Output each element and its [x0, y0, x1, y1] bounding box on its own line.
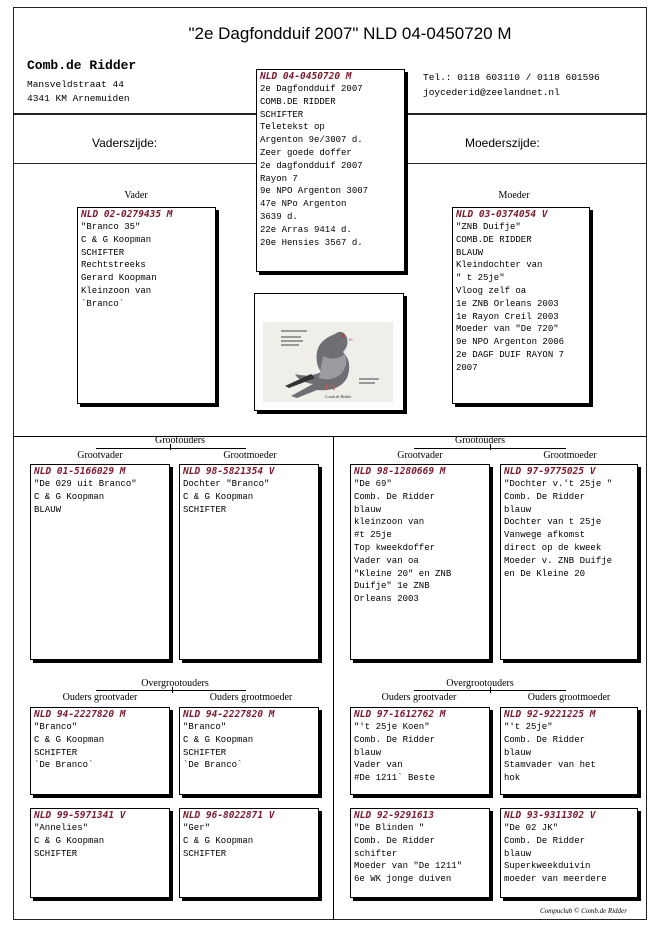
- grootouders-label-left: Grootouders: [155, 435, 205, 446]
- owner-address-city: 4341 KM Arnemuiden: [27, 93, 130, 104]
- great-grandparent-ring: NLD 92-9291613: [354, 810, 435, 821]
- moeder-label: Moeder: [498, 190, 530, 201]
- grandparent-ring: NLD 98-1280669 M: [354, 466, 446, 477]
- pigeon-photo: [263, 322, 393, 402]
- mother-side-label: Moederszijde:: [465, 136, 540, 150]
- great-grandparent-card-6[interactable]: NLD 96-8022871 V "Ger" C & G Koopman SCHIFTER: [179, 808, 319, 898]
- footer-credit: Compuclub © Comb.de Ridder: [540, 907, 627, 915]
- grootouders-tick-right: [490, 444, 491, 450]
- overgrootouders-label-right: Overgrootouders: [446, 678, 514, 689]
- great-grandparent-ring: NLD 94-2227820 M: [183, 709, 275, 720]
- great-grandparent-ring: NLD 99-5971341 V: [34, 810, 126, 821]
- ouders-grootvader-label-right: Ouders grootvader: [381, 692, 457, 703]
- ouders-grootvader-label-left: Ouders grootvader: [62, 692, 138, 703]
- overgrootouders-label-left: Overgrootouders: [141, 678, 209, 689]
- ouders-grootmoeder-label-left: Ouders grootmoeder: [209, 692, 293, 703]
- great-grandparent-card-5[interactable]: NLD 99-5971341 V "Annelies" C & G Koopman SCHIFTER: [30, 808, 170, 898]
- great-grandparent-card-3[interactable]: NLD 97-1612762 M "'t 25je Koen" Comb. De Ridder blauw Vader van #De 1211` Beste: [350, 707, 490, 795]
- owner-phone: Tel.: 0118 603110 / 0118 601596: [423, 72, 600, 83]
- moeder-ring: NLD 03-0374054 V: [456, 209, 548, 220]
- great-grandparent-card-7[interactable]: NLD 92-9291613 "De Blinden " Comb. De Ridder schifter Moeder van "De 1211" 6e WK jonge duiven: [350, 808, 490, 898]
- grandparent-ring: NLD 98-5821354 V: [183, 466, 275, 477]
- ouders-grootmoeder-label-right: Ouders grootmoeder: [527, 692, 611, 703]
- vader-card[interactable]: [77, 207, 216, 404]
- grootvader-label-right: Grootvader: [397, 450, 443, 461]
- grandparent-card-2[interactable]: NLD 98-5821354 V Dochter "Branco" C & G Koopman SCHIFTER: [179, 464, 319, 660]
- moeder-card[interactable]: [452, 207, 590, 404]
- main-pigeon-ring: NLD 04-0450720 M: [260, 71, 352, 82]
- grootvader-label-left: Grootvader: [77, 450, 123, 461]
- father-side-label: Vaderszijde:: [92, 136, 158, 150]
- owner-address-street: Mansveldstraat 44: [27, 79, 124, 90]
- page-title: "2e Dagfondduif 2007" NLD 04-0450720 M: [188, 24, 512, 43]
- overgrootouders-bracket-left: [96, 690, 246, 691]
- pigeon-photo-image: [263, 322, 393, 402]
- great-grandparent-ring: NLD 96-8022871 V: [183, 810, 275, 821]
- great-grandparent-card-1[interactable]: NLD 94-2227820 M "Branco" C & G Koopman SCHIFTER `De Branco`: [30, 707, 170, 795]
- great-grandparent-card-8[interactable]: NLD 93-9311302 V "De 02 JK" Comb. De Ridder blauw Superkweekduivin moeder van meerdere: [500, 808, 638, 898]
- grootouders-bracket-left: [96, 448, 246, 449]
- grandparent-card-1[interactable]: NLD 01-5166029 M "De 029 uit Branco" C & G Koopman BLAUW: [30, 464, 170, 660]
- grandparent-card-4[interactable]: NLD 97-9775025 V "Dochter v.'t 25je " Comb. De Ridder blauw Dochter van t 25je Vanwege afkomst direct op de kweek Moeder v. ZNB Duifje en De Kleine 20: [500, 464, 638, 660]
- grootmoeder-label-right: Grootmoeder: [543, 450, 597, 461]
- great-grandparent-card-2[interactable]: NLD 94-2227820 M "Branco" C & G Koopman SCHIFTER `De Branco`: [179, 707, 319, 795]
- great-grandparent-ring: NLD 94-2227820 M: [34, 709, 126, 720]
- pigeon-photo-caption: Comb.de Ridder: [325, 394, 352, 399]
- grootmoeder-label-left: Grootmoeder: [223, 450, 277, 461]
- grootouders-tick-left: [170, 444, 171, 450]
- great-grandparent-card-4[interactable]: NLD 92-9221225 M "'t 25je" Comb. De Ridder blauw Stamvader van het hok: [500, 707, 638, 795]
- great-grandparent-ring: NLD 97-1612762 M: [354, 709, 446, 720]
- pigeon-photo-frame: [254, 293, 404, 411]
- center-divider: [333, 436, 334, 920]
- owner-email[interactable]: joycederid@zeelandnet.nl: [423, 87, 560, 98]
- grandparent-ring: NLD 97-9775025 V: [504, 466, 596, 477]
- vader-label: Vader: [124, 190, 148, 201]
- main-pigeon-details: 2e Dagfondduif 2007 COMB.DE RIDDER SCHIFTER Teletekst op Argenton 9e/3007 d. Zeer goede doffer 2e dagfondduif 2007 Rayon 7 9e NPO Argenton 3007 47e NPo Argenton 3639 d. 22e Arras 9414 d. 20e Hensies 3567 d.: [260, 84, 369, 248]
- vader-ring: NLD 02-0279435 M: [81, 209, 173, 220]
- grandparent-ring: NLD 01-5166029 M: [34, 466, 126, 477]
- vader-details: "Branco 35" C & G Koopman SCHIFTER Rechtstreeks Gerard Koopman Kleinzoon van `Branco`: [81, 222, 157, 309]
- main-pigeon-card[interactable]: [256, 69, 405, 272]
- owner-name: Comb.de Ridder: [27, 58, 137, 73]
- grootouders-label-right: Grootouders: [455, 435, 505, 446]
- grandparent-card-3[interactable]: NLD 98-1280669 M "De 69" Comb. De Ridder blauw kleinzoon van #t 25je Top kweekdoffer Vader van oa "Kleine 20" en ZNB Duifje" 1e ZNB Orleans 2003: [350, 464, 490, 660]
- great-grandparent-ring: NLD 92-9221225 M: [504, 709, 596, 720]
- great-grandparent-ring: NLD 93-9311302 V: [504, 810, 596, 821]
- overgrootouders-tick-left: [172, 687, 173, 693]
- moeder-details: "ZNB Duifje" COMB.DE RIDDER BLAUW Kleindochter van " t 25je" Vloog zelf oa 1e ZNB Orleans 2003 1e Rayon Creil 2003 Moeder van "De 720" 9e NPO Argenton 2006 2e DAGF DUIF RAYON 7 2007: [456, 222, 565, 373]
